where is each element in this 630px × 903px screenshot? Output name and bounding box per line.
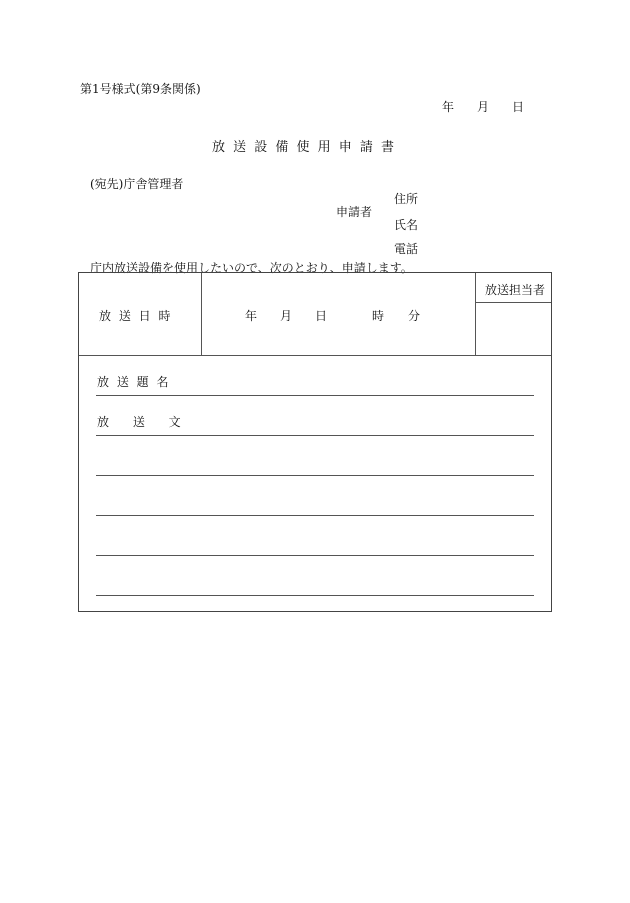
- datetime-hour-unit: 時: [372, 309, 385, 323]
- text-write-line[interactable]: [96, 475, 534, 476]
- date-month-unit: 月: [477, 100, 490, 114]
- text-write-line[interactable]: [96, 515, 534, 516]
- name-label: 氏名: [394, 218, 419, 232]
- datetime-month-unit: 月: [280, 309, 293, 323]
- text-write-line[interactable]: [96, 555, 534, 556]
- address-label: 住所: [394, 192, 419, 206]
- broadcast-subject-label: 放 送 題 名: [97, 375, 169, 389]
- subject-write-line[interactable]: [96, 395, 534, 396]
- page-title: 放 送 設 備 使 用 申 請 書: [212, 140, 395, 155]
- phone-label: 電話: [394, 242, 419, 256]
- intro-sentence: 庁内放送設備を使用したいので、次のとおり、申請します。: [90, 261, 413, 275]
- broadcast-text-label: 放 送 文: [97, 415, 181, 429]
- datetime-year-unit: 年: [245, 309, 258, 323]
- datetime-minute-unit: 分: [408, 309, 421, 323]
- column-divider-datetime: [201, 273, 202, 355]
- applicant-label: 申請者: [336, 205, 373, 219]
- broadcast-datetime-label: 放 送 日 時: [99, 309, 171, 323]
- broadcast-staff-field[interactable]: [476, 303, 551, 354]
- form-number: 第1号様式(第9条関係): [80, 82, 201, 96]
- row-divider: [79, 355, 551, 356]
- application-form-table: [78, 272, 552, 612]
- datetime-day-unit: 日: [315, 309, 328, 323]
- broadcast-staff-label: 放送担当者: [485, 283, 546, 297]
- date-year-unit: 年: [442, 100, 455, 114]
- text-write-line[interactable]: [96, 435, 534, 436]
- addressee: (宛先)庁舎管理者: [90, 177, 184, 191]
- text-write-line[interactable]: [96, 595, 534, 596]
- date-day-unit: 日: [512, 100, 525, 114]
